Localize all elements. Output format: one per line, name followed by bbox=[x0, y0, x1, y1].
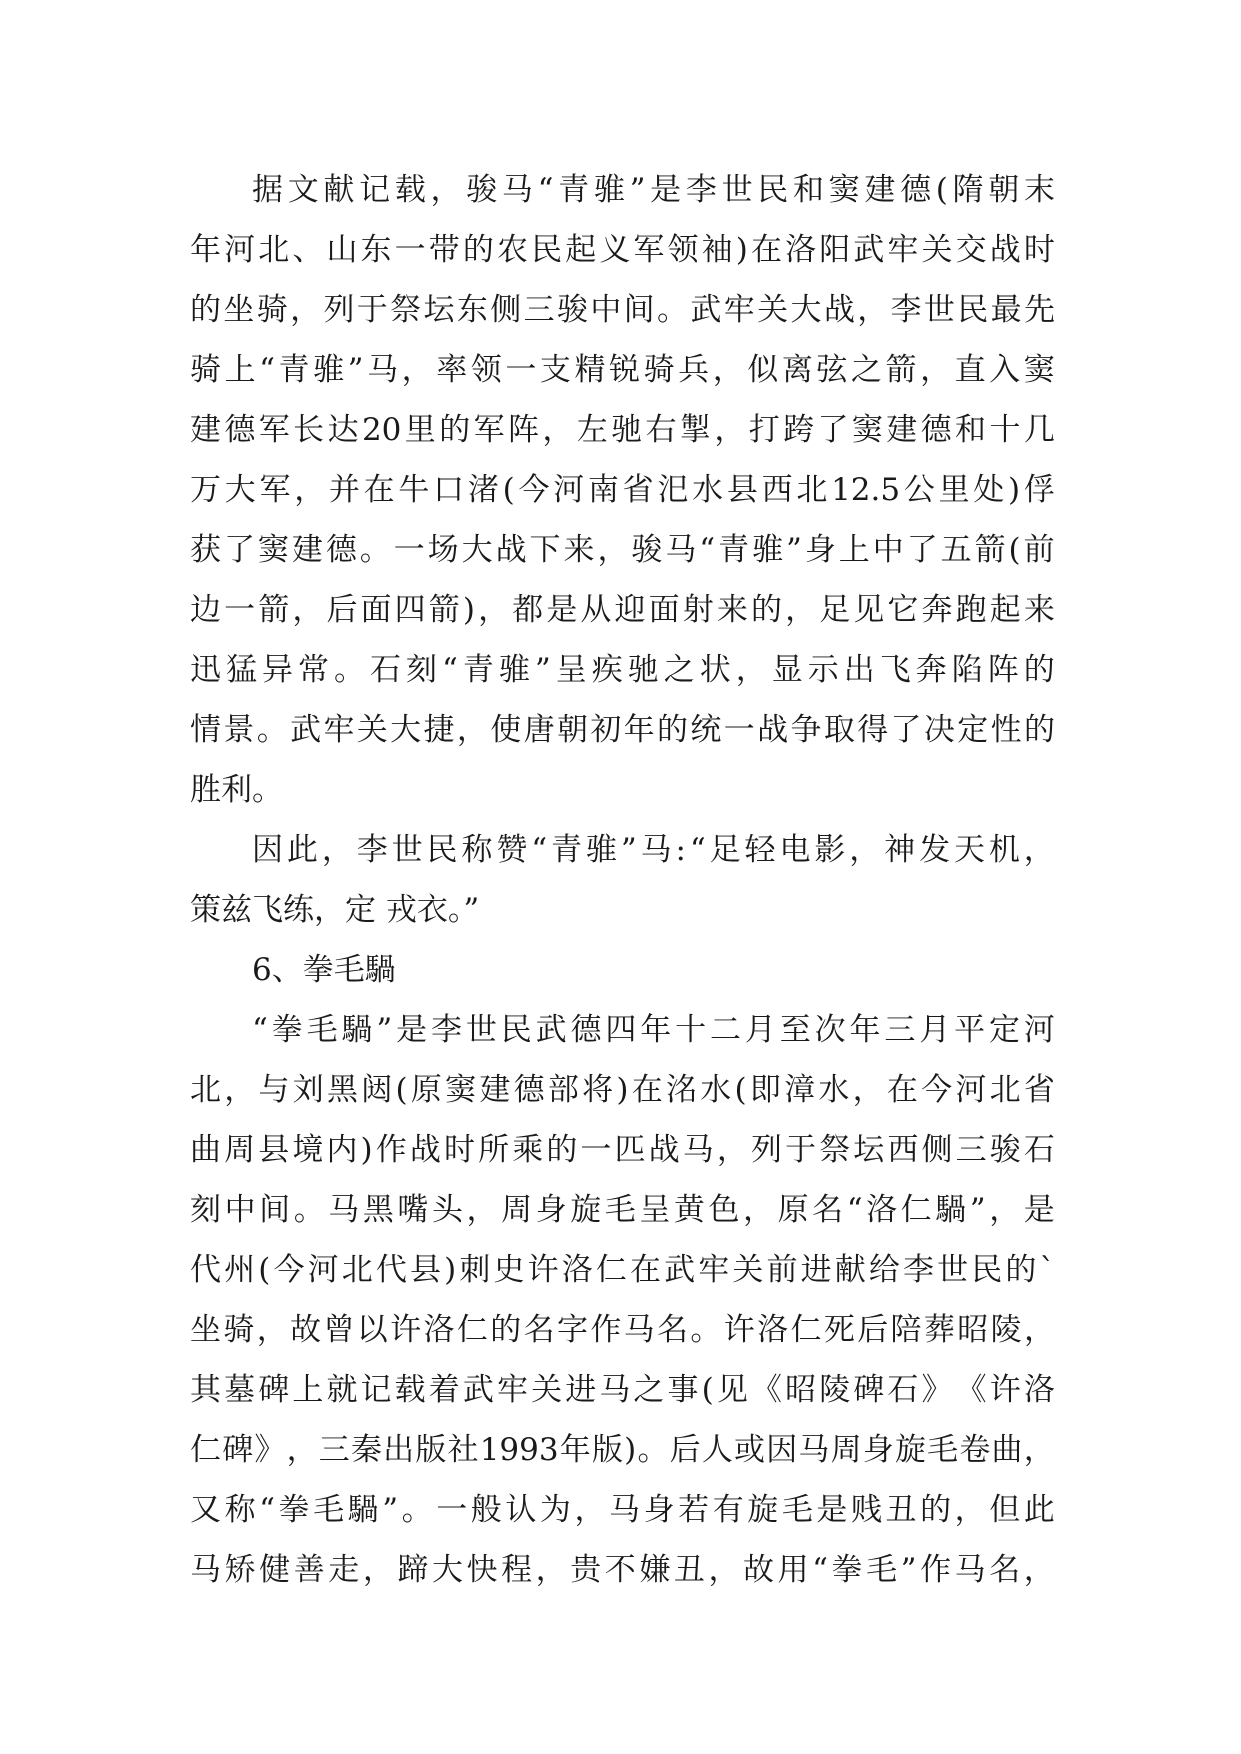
text-line: 胜利。 bbox=[190, 772, 283, 808]
document-body bbox=[190, 160, 1055, 1600]
text-line: 情 景 。 武 牢 关 大 捷 ， 使 唐 朝 初 年 的 统 一 战 争 取 得 了 决 定 性 的 bbox=[190, 712, 1055, 748]
text-line: “ 拳 毛 騧 ” 是 李 世 民 武 德 四 年 十 二 月 至 次 年 三 月 平 定 河 bbox=[252, 1012, 1055, 1048]
text-line: 刻 中 间 。 马 黑 嘴 头 ， 周 身 旋 毛 呈 黄 色 ， 原 名 “ 洛 仁 騧 ” ， 是 bbox=[190, 1192, 1055, 1228]
text-line: 建 德 军 长 达 20 里 的 军 阵 ， 左 驰 右 掣 ， 打 跨 了 窦 建 德 和 十 几 bbox=[190, 412, 1055, 448]
text-line: 万 大 军 ， 并 在 牛 口 渚 ( 今 河 南 省 汜 水 县 西 北 12.5 公 里 处 ) 俘 bbox=[190, 472, 1055, 508]
text-line: 迅 猛 异 常 。 石 刻 “ 青 骓 ” 呈 疾 驰 之 状 ， 显 示 出 飞 奔 陷 阵 的 bbox=[190, 652, 1055, 688]
paragraph-quanmaogua bbox=[190, 1000, 1055, 1600]
text-line: 坐 骑 ， 故 曾 以 许 洛 仁 的 名 字 作 马 名 。 许 洛 仁 死 后 陪 葬 昭 陵 ， bbox=[190, 1312, 1055, 1348]
text-line: 仁 碑 》 ， 三 秦 出 版 社 1993 年 版 ) 。 后 人 或 因 马 周 身 旋 毛 卷 曲 ， bbox=[190, 1432, 1055, 1468]
text-line: 骑 上 “ 青 骓 ” 马 ， 率 领 一 支 精 锐 骑 兵 ， 似 离 弦 之 箭 ， 直 入 窦 bbox=[190, 352, 1055, 388]
paragraph-praise bbox=[190, 820, 1055, 940]
text-line: 曲 周 县 境 内 ) 作 战 时 所 乘 的 一 匹 战 马 ， 列 于 祭 坛 西 侧 三 骏 石 bbox=[190, 1132, 1055, 1168]
text-line: 北 ， 与 刘 黑 闼 ( 原 窦 建 德 部 将 ) 在 洺 水 ( 即 漳 水 ， 在 今 河 北 省 bbox=[190, 1072, 1055, 1108]
text-line: 代 州 ( 今 河 北 代 县 ) 刺 史 许 洛 仁 在 武 牢 关 前 进 献 给 李 世 民 的 ` bbox=[190, 1252, 1055, 1288]
text-line: 年 河 北 、 山 东 一 带 的 农 民 起 义 军 领 袖 ) 在 洛 阳 武 牢 关 交 战 时 bbox=[190, 232, 1055, 268]
text-line: 策兹飞练，定 戎衣。” bbox=[190, 892, 480, 928]
section-heading-quanmaogua bbox=[190, 940, 1055, 1000]
text-line: 据 文 献 记 载 ， 骏 马 “ 青 骓 ” 是 李 世 民 和 窦 建 德 ( 隋 朝 末 bbox=[252, 172, 1055, 208]
text-line: 马 矫 健 善 走 ， 蹄 大 快 程 ， 贵 不 嫌 丑 ， 故 用 “ 拳 毛 ” 作 马 名 ， bbox=[190, 1552, 1055, 1588]
text-line: 获 了 窦 建 德 。 一 场 大 战 下 来 ， 骏 马 “ 青 骓 ” 身 上 中 了 五 箭 ( 前 bbox=[190, 532, 1055, 568]
text-line: 的 坐 骑 ， 列 于 祭 坛 东 侧 三 骏 中 间 。 武 牢 关 大 战 ， 李 世 民 最 先 bbox=[190, 292, 1055, 328]
text-line: 因 此 ， 李 世 民 称 赞 “ 青 骓 ” 马 : “ 足 轻 电 影 ， 神 发 天 机 ， bbox=[252, 832, 1055, 868]
text-line: 6、拳毛騧 bbox=[252, 952, 396, 988]
text-line: 又 称 “ 拳 毛 騧 ” 。 一 般 认 为 ， 马 身 若 有 旋 毛 是 贱 丑 的 ， 但 此 bbox=[190, 1492, 1055, 1528]
text-line: 边 一 箭 ， 后 面 四 箭 ) ， 都 是 从 迎 面 射 来 的 ， 足 见 它 奔 跑 起 来 bbox=[190, 592, 1055, 628]
text-line: 其 墓 碑 上 就 记 载 着 武 牢 关 进 马 之 事 ( 见 《 昭 陵 碑 石 》 《 许 洛 bbox=[190, 1372, 1055, 1408]
paragraph-qingzhui bbox=[190, 160, 1055, 820]
